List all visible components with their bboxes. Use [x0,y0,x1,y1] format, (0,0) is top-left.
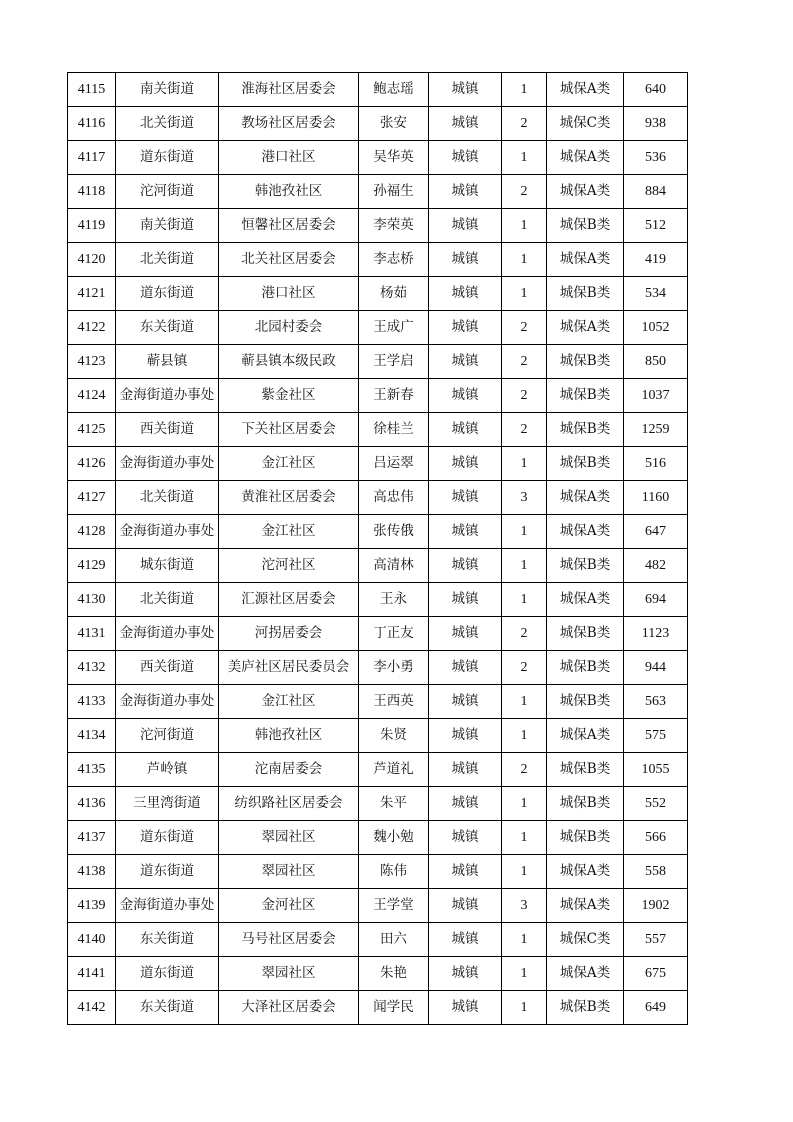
name-cell: 李荣英 [359,209,429,243]
community-cell: 北关社区居委会 [219,243,359,277]
persons-cell: 1 [502,719,547,753]
amount-cell: 1052 [624,311,688,345]
category-cell: 城保B类 [547,549,624,583]
amount-cell: 1037 [624,379,688,413]
area-cell: 城镇 [429,107,502,141]
area-cell: 城镇 [429,957,502,991]
record-id-cell: 4141 [68,957,116,991]
amount-cell: 649 [624,991,688,1025]
name-cell: 杨茹 [359,277,429,311]
table-row [68,821,688,855]
street-cell: 金海街道办事处 [116,379,219,413]
amount-cell: 563 [624,685,688,719]
street-cell: 北关街道 [116,243,219,277]
area-cell: 城镇 [429,209,502,243]
name-cell: 王学启 [359,345,429,379]
street-cell: 南关街道 [116,209,219,243]
persons-cell: 2 [502,175,547,209]
community-cell: 翠园社区 [219,855,359,889]
amount-cell: 647 [624,515,688,549]
records-table [67,72,688,1025]
record-id-cell: 4133 [68,685,116,719]
category-cell: 城保A类 [547,73,624,107]
name-cell: 王学堂 [359,889,429,923]
community-cell: 汇源社区居委会 [219,583,359,617]
record-id-cell: 4134 [68,719,116,753]
community-cell: 黄淮社区居委会 [219,481,359,515]
area-cell: 城镇 [429,175,502,209]
community-cell: 大泽社区居委会 [219,991,359,1025]
record-id-cell: 4137 [68,821,116,855]
street-cell: 金海街道办事处 [116,889,219,923]
table-row [68,719,688,753]
record-id-cell: 4117 [68,141,116,175]
name-cell: 张传俄 [359,515,429,549]
persons-cell: 1 [502,243,547,277]
amount-cell: 536 [624,141,688,175]
street-cell: 金海街道办事处 [116,617,219,651]
community-cell: 纺织路社区居委会 [219,787,359,821]
amount-cell: 516 [624,447,688,481]
record-id-cell: 4142 [68,991,116,1025]
persons-cell: 1 [502,787,547,821]
name-cell: 高清林 [359,549,429,583]
amount-cell: 534 [624,277,688,311]
street-cell: 南关街道 [116,73,219,107]
area-cell: 城镇 [429,617,502,651]
record-id-cell: 4135 [68,753,116,787]
community-cell: 港口社区 [219,277,359,311]
record-id-cell: 4127 [68,481,116,515]
street-cell: 北关街道 [116,481,219,515]
table-row [68,651,688,685]
community-cell: 紫金社区 [219,379,359,413]
street-cell: 道东街道 [116,141,219,175]
area-cell: 城镇 [429,821,502,855]
category-cell: 城保C类 [547,107,624,141]
persons-cell: 1 [502,957,547,991]
amount-cell: 566 [624,821,688,855]
table-row [68,141,688,175]
area-cell: 城镇 [429,243,502,277]
category-cell: 城保A类 [547,719,624,753]
persons-cell: 3 [502,889,547,923]
area-cell: 城镇 [429,991,502,1025]
category-cell: 城保B类 [547,787,624,821]
community-cell: 金江社区 [219,447,359,481]
table-row [68,583,688,617]
record-id-cell: 4124 [68,379,116,413]
name-cell: 鲍志瑶 [359,73,429,107]
record-id-cell: 4138 [68,855,116,889]
amount-cell: 850 [624,345,688,379]
table-row [68,447,688,481]
record-id-cell: 4140 [68,923,116,957]
street-cell: 北关街道 [116,107,219,141]
persons-cell: 3 [502,481,547,515]
persons-cell: 1 [502,73,547,107]
community-cell: 金河社区 [219,889,359,923]
area-cell: 城镇 [429,413,502,447]
category-cell: 城保A类 [547,957,624,991]
persons-cell: 1 [502,447,547,481]
community-cell: 金江社区 [219,515,359,549]
community-cell: 下关社区居委会 [219,413,359,447]
persons-cell: 1 [502,277,547,311]
name-cell: 田六 [359,923,429,957]
name-cell: 魏小勉 [359,821,429,855]
name-cell: 吕运翠 [359,447,429,481]
amount-cell: 558 [624,855,688,889]
table-row [68,209,688,243]
record-id-cell: 4128 [68,515,116,549]
record-id-cell: 4120 [68,243,116,277]
category-cell: 城保B类 [547,209,624,243]
area-cell: 城镇 [429,515,502,549]
persons-cell: 2 [502,753,547,787]
name-cell: 闻学民 [359,991,429,1025]
name-cell: 王新春 [359,379,429,413]
table-row [68,311,688,345]
name-cell: 孙福生 [359,175,429,209]
category-cell: 城保A类 [547,141,624,175]
name-cell: 吴华英 [359,141,429,175]
category-cell: 城保B类 [547,651,624,685]
category-cell: 城保B类 [547,447,624,481]
community-cell: 蕲县镇本级民政 [219,345,359,379]
amount-cell: 1123 [624,617,688,651]
amount-cell: 557 [624,923,688,957]
name-cell: 李小勇 [359,651,429,685]
amount-cell: 1259 [624,413,688,447]
record-id-cell: 4115 [68,73,116,107]
street-cell: 城东街道 [116,549,219,583]
area-cell: 城镇 [429,923,502,957]
record-id-cell: 4136 [68,787,116,821]
amount-cell: 419 [624,243,688,277]
name-cell: 陈伟 [359,855,429,889]
record-id-cell: 4119 [68,209,116,243]
table-row [68,855,688,889]
table-row [68,413,688,447]
record-id-cell: 4116 [68,107,116,141]
persons-cell: 1 [502,549,547,583]
persons-cell: 2 [502,379,547,413]
community-cell: 淮海社区居委会 [219,73,359,107]
amount-cell: 694 [624,583,688,617]
street-cell: 北关街道 [116,583,219,617]
name-cell: 朱平 [359,787,429,821]
amount-cell: 482 [624,549,688,583]
street-cell: 金海街道办事处 [116,447,219,481]
persons-cell: 2 [502,413,547,447]
name-cell: 朱贤 [359,719,429,753]
area-cell: 城镇 [429,141,502,175]
street-cell: 金海街道办事处 [116,515,219,549]
persons-cell: 1 [502,991,547,1025]
record-id-cell: 4121 [68,277,116,311]
name-cell: 王成广 [359,311,429,345]
persons-cell: 1 [502,209,547,243]
amount-cell: 512 [624,209,688,243]
amount-cell: 1902 [624,889,688,923]
table-row [68,549,688,583]
persons-cell: 2 [502,311,547,345]
persons-cell: 1 [502,583,547,617]
persons-cell: 1 [502,685,547,719]
area-cell: 城镇 [429,345,502,379]
street-cell: 道东街道 [116,855,219,889]
table-row [68,277,688,311]
community-cell: 港口社区 [219,141,359,175]
area-cell: 城镇 [429,583,502,617]
area-cell: 城镇 [429,855,502,889]
category-cell: 城保B类 [547,991,624,1025]
community-cell: 翠园社区 [219,821,359,855]
community-cell: 韩池孜社区 [219,719,359,753]
table-row [68,753,688,787]
street-cell: 蕲县镇 [116,345,219,379]
category-cell: 城保B类 [547,345,624,379]
record-id-cell: 4118 [68,175,116,209]
street-cell: 金海街道办事处 [116,685,219,719]
records-sheet [67,72,687,1025]
persons-cell: 1 [502,515,547,549]
community-cell: 马号社区居委会 [219,923,359,957]
name-cell: 芦道礼 [359,753,429,787]
community-cell: 翠园社区 [219,957,359,991]
table-row [68,923,688,957]
record-id-cell: 4139 [68,889,116,923]
persons-cell: 1 [502,141,547,175]
category-cell: 城保B类 [547,413,624,447]
area-cell: 城镇 [429,379,502,413]
street-cell: 三里湾街道 [116,787,219,821]
category-cell: 城保A类 [547,515,624,549]
table-row [68,957,688,991]
persons-cell: 2 [502,651,547,685]
street-cell: 沱河街道 [116,175,219,209]
amount-cell: 552 [624,787,688,821]
community-cell: 金江社区 [219,685,359,719]
persons-cell: 1 [502,855,547,889]
area-cell: 城镇 [429,481,502,515]
street-cell: 道东街道 [116,957,219,991]
category-cell: 城保A类 [547,175,624,209]
amount-cell: 944 [624,651,688,685]
record-id-cell: 4132 [68,651,116,685]
street-cell: 道东街道 [116,821,219,855]
record-id-cell: 4125 [68,413,116,447]
table-row [68,515,688,549]
amount-cell: 1160 [624,481,688,515]
category-cell: 城保A类 [547,855,624,889]
table-row [68,685,688,719]
amount-cell: 675 [624,957,688,991]
name-cell: 徐桂兰 [359,413,429,447]
record-id-cell: 4130 [68,583,116,617]
table-row [68,889,688,923]
table-row [68,73,688,107]
area-cell: 城镇 [429,753,502,787]
category-cell: 城保A类 [547,481,624,515]
category-cell: 城保B类 [547,685,624,719]
amount-cell: 1055 [624,753,688,787]
area-cell: 城镇 [429,311,502,345]
street-cell: 东关街道 [116,991,219,1025]
community-cell: 恒馨社区居委会 [219,209,359,243]
record-id-cell: 4131 [68,617,116,651]
name-cell: 张安 [359,107,429,141]
records-table-body [68,73,688,1025]
record-id-cell: 4123 [68,345,116,379]
community-cell: 沱南居委会 [219,753,359,787]
street-cell: 西关街道 [116,413,219,447]
table-row [68,379,688,413]
category-cell: 城保A类 [547,889,624,923]
category-cell: 城保A类 [547,311,624,345]
community-cell: 教场社区居委会 [219,107,359,141]
area-cell: 城镇 [429,685,502,719]
street-cell: 西关街道 [116,651,219,685]
community-cell: 韩池孜社区 [219,175,359,209]
amount-cell: 884 [624,175,688,209]
name-cell: 李志桥 [359,243,429,277]
street-cell: 东关街道 [116,923,219,957]
street-cell: 沱河街道 [116,719,219,753]
name-cell: 丁正友 [359,617,429,651]
persons-cell: 2 [502,107,547,141]
name-cell: 王永 [359,583,429,617]
table-row [68,175,688,209]
table-row [68,991,688,1025]
category-cell: 城保B类 [547,753,624,787]
table-row [68,345,688,379]
amount-cell: 575 [624,719,688,753]
area-cell: 城镇 [429,651,502,685]
area-cell: 城镇 [429,447,502,481]
persons-cell: 2 [502,617,547,651]
category-cell: 城保B类 [547,277,624,311]
community-cell: 美庐社区居民委员会 [219,651,359,685]
table-row [68,243,688,277]
record-id-cell: 4129 [68,549,116,583]
community-cell: 沱河社区 [219,549,359,583]
amount-cell: 640 [624,73,688,107]
name-cell: 朱艳 [359,957,429,991]
area-cell: 城镇 [429,549,502,583]
category-cell: 城保B类 [547,821,624,855]
table-row [68,481,688,515]
table-row [68,787,688,821]
street-cell: 芦岭镇 [116,753,219,787]
persons-cell: 1 [502,821,547,855]
area-cell: 城镇 [429,787,502,821]
table-row [68,107,688,141]
category-cell: 城保B类 [547,379,624,413]
persons-cell: 1 [502,923,547,957]
record-id-cell: 4126 [68,447,116,481]
street-cell: 道东街道 [116,277,219,311]
category-cell: 城保B类 [547,617,624,651]
name-cell: 高忠伟 [359,481,429,515]
street-cell: 东关街道 [116,311,219,345]
category-cell: 城保A类 [547,243,624,277]
community-cell: 北园村委会 [219,311,359,345]
area-cell: 城镇 [429,719,502,753]
table-row [68,617,688,651]
record-id-cell: 4122 [68,311,116,345]
community-cell: 河拐居委会 [219,617,359,651]
name-cell: 王西英 [359,685,429,719]
area-cell: 城镇 [429,73,502,107]
amount-cell: 938 [624,107,688,141]
area-cell: 城镇 [429,889,502,923]
area-cell: 城镇 [429,277,502,311]
category-cell: 城保A类 [547,583,624,617]
persons-cell: 2 [502,345,547,379]
category-cell: 城保C类 [547,923,624,957]
